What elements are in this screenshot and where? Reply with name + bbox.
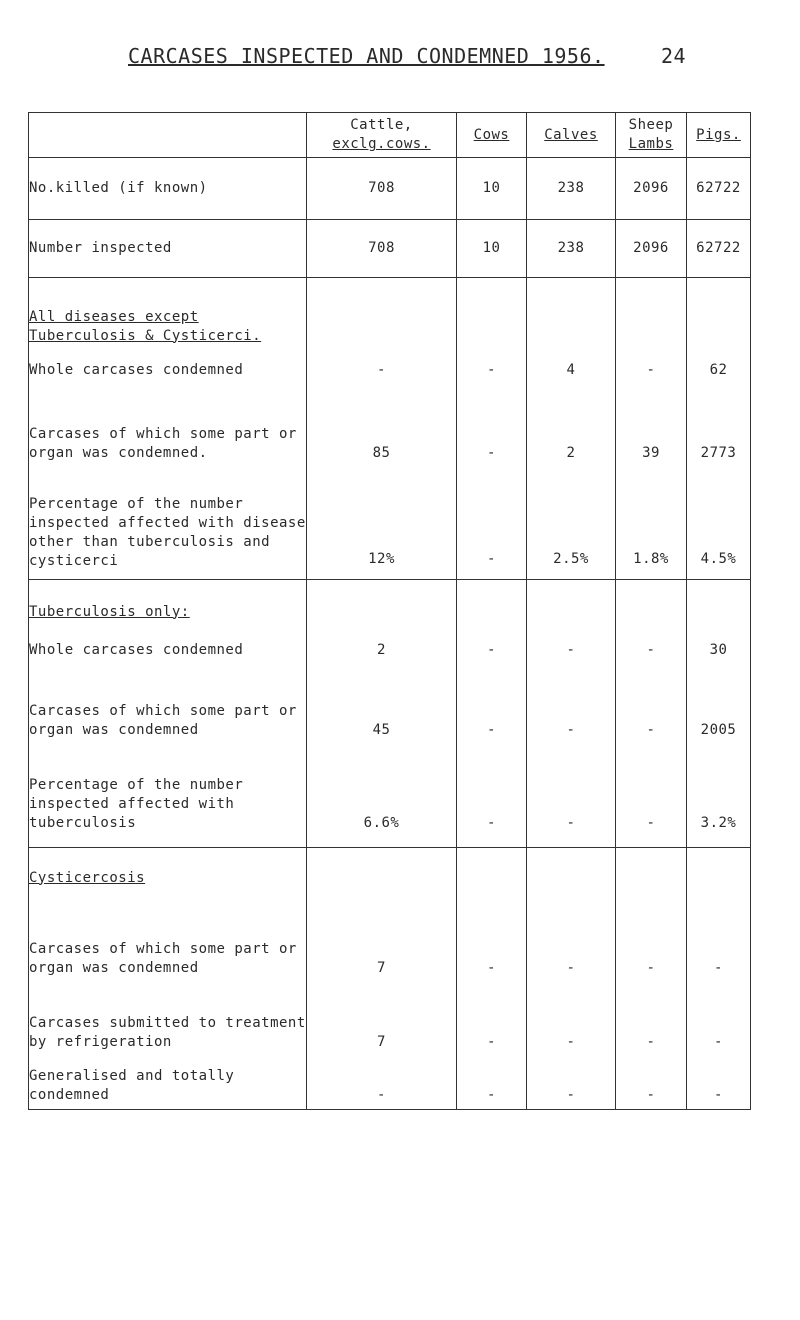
- cell-value: 708: [307, 158, 457, 220]
- cell-value: -: [687, 1052, 751, 1110]
- cell-value: -: [457, 888, 527, 978]
- cell-value: -: [527, 978, 616, 1052]
- column-header-text: Calves: [544, 126, 598, 143]
- cell-value: -: [527, 660, 616, 740]
- cell-value: 3.2%: [687, 740, 751, 848]
- column-header-calves: [527, 113, 616, 158]
- cell-value: 1.8%: [616, 463, 687, 580]
- cell-value: 45: [307, 660, 457, 740]
- cell-value: -: [616, 1052, 687, 1110]
- column-header-text: Sheep: [628, 117, 674, 133]
- row-label: Percentage of the number inspected affected with tuberculosis: [29, 740, 307, 848]
- column-header-text: Pigs.: [696, 126, 741, 143]
- cell-value: -: [616, 622, 687, 660]
- carcases-table: [28, 112, 751, 1110]
- table-row: [29, 978, 751, 1052]
- header-row: [29, 113, 751, 158]
- cell-value: -: [616, 660, 687, 740]
- table-row: [29, 1052, 751, 1110]
- row-label: Carcases of which some part or organ was condemned.: [29, 380, 307, 463]
- cell-value: -: [527, 888, 616, 978]
- table-row: [29, 346, 751, 380]
- cell-value: 30: [687, 622, 751, 660]
- cell-value: -: [527, 1052, 616, 1110]
- table-row: [29, 740, 751, 848]
- cell-value: 62722: [687, 158, 751, 220]
- page-number: 24: [661, 44, 687, 68]
- cell-value: 2: [307, 622, 457, 660]
- section-title-row: [29, 278, 751, 346]
- cell-value: 10: [457, 158, 527, 220]
- cell-value: -: [527, 740, 616, 848]
- cell-value: 39: [616, 380, 687, 463]
- row-label: Whole carcases condemned: [29, 622, 307, 660]
- cell-value: 708: [307, 220, 457, 278]
- cell-value: -: [616, 346, 687, 380]
- cell-value: -: [616, 888, 687, 978]
- table-row-no-killed: [29, 158, 751, 220]
- column-header-text: Cows: [473, 126, 510, 143]
- header-label-cell: [29, 113, 307, 158]
- column-header-text: exclg.cows.: [332, 136, 431, 152]
- cell-value: 6.6%: [307, 740, 457, 848]
- cell-value: -: [457, 622, 527, 660]
- cell-value: -: [457, 463, 527, 580]
- cell-value: -: [616, 740, 687, 848]
- table-row: [29, 660, 751, 740]
- cell-value: 2: [527, 380, 616, 463]
- cell-value: -: [457, 1052, 527, 1110]
- cell-value: -: [457, 346, 527, 380]
- cell-value: -: [616, 978, 687, 1052]
- section-title-row: [29, 580, 751, 622]
- cell-value: 2005: [687, 660, 751, 740]
- column-header-sheep: [616, 113, 687, 158]
- cell-value: -: [527, 622, 616, 660]
- cell-value: 238: [527, 220, 616, 278]
- row-label: Percentage of the number inspected affected with disease other than tuberculosis and cysticerci: [29, 463, 307, 580]
- cell-value: -: [307, 1052, 457, 1110]
- table-row-number-inspected: [29, 220, 751, 278]
- cell-value: 2096: [616, 158, 687, 220]
- table-row: [29, 622, 751, 660]
- cell-value: 62: [687, 346, 751, 380]
- section-title-row: [29, 848, 751, 888]
- cell-value: 7: [307, 978, 457, 1052]
- row-label: Carcases of which some part or organ was condemned: [29, 888, 307, 978]
- column-header-cattle: [307, 113, 457, 158]
- cell-value: -: [457, 740, 527, 848]
- cell-value: -: [457, 380, 527, 463]
- table-row: [29, 888, 751, 978]
- row-label: Whole carcases condemned: [29, 346, 307, 380]
- column-header-text: Cattle,: [350, 117, 413, 133]
- row-label: Generalised and totally condemned: [29, 1052, 307, 1110]
- cell-value: -: [457, 978, 527, 1052]
- table-row: [29, 463, 751, 580]
- cell-value: 238: [527, 158, 616, 220]
- cell-value: 2773: [687, 380, 751, 463]
- cell-value: 12%: [307, 463, 457, 580]
- page-header: [128, 44, 688, 68]
- column-header-pigs: [687, 113, 751, 158]
- section-title: All diseases except Tuberculosis & Cysticerci.: [29, 278, 307, 346]
- cell-value: -: [687, 978, 751, 1052]
- row-label: No.killed (if known): [29, 158, 307, 220]
- row-label: Carcases submitted to treatment by refrigeration: [29, 978, 307, 1052]
- cell-value: 4.5%: [687, 463, 751, 580]
- cell-value: 62722: [687, 220, 751, 278]
- column-header-cows: [457, 113, 527, 158]
- cell-value: -: [687, 888, 751, 978]
- cell-value: 85: [307, 380, 457, 463]
- section-title: Tuberculosis only:: [29, 580, 307, 622]
- column-header-text: Lambs: [628, 136, 674, 152]
- table-row: [29, 380, 751, 463]
- row-label: Carcases of which some part or organ was condemned: [29, 660, 307, 740]
- cell-value: 4: [527, 346, 616, 380]
- cell-value: 2.5%: [527, 463, 616, 580]
- page-title: CARCASES INSPECTED AND CONDEMNED 1956.: [128, 44, 605, 68]
- section-title: Cysticercosis: [29, 848, 307, 888]
- cell-value: -: [307, 346, 457, 380]
- row-label: Number inspected: [29, 220, 307, 278]
- cell-value: 10: [457, 220, 527, 278]
- cell-value: 2096: [616, 220, 687, 278]
- cell-value: 7: [307, 888, 457, 978]
- cell-value: -: [457, 660, 527, 740]
